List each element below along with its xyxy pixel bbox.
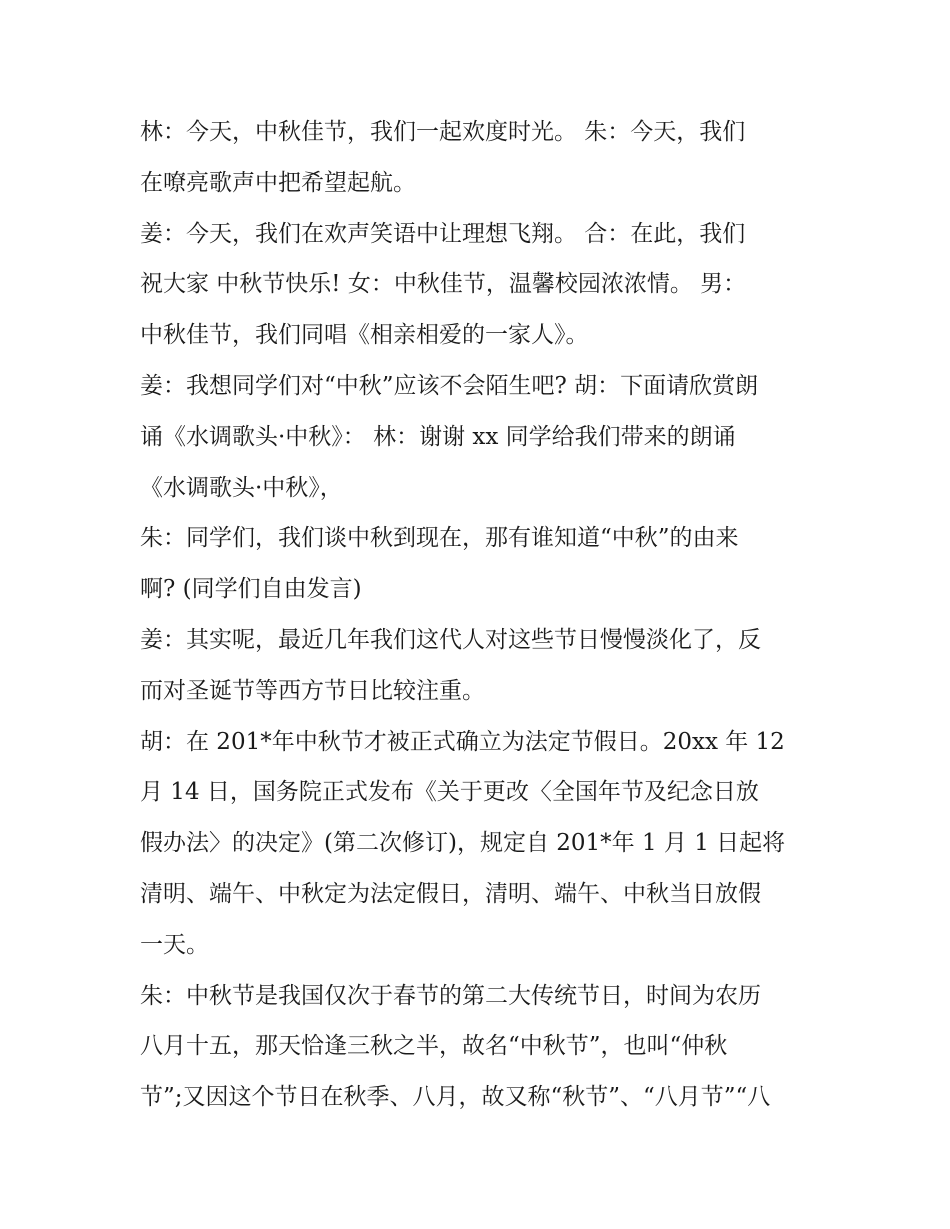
text-line: 月 14 日，国务院正式发布《关于更改〈全国年节及纪念日放 xyxy=(140,779,759,806)
text-line: 祝大家 中秋节快乐! 女：中秋佳节，温馨校园浓浓情。 男： xyxy=(140,271,747,298)
text-line: 姜：今天，我们在欢声笑语中让理想飞翔。 合：在此，我们 xyxy=(140,220,746,247)
text-line: 清明、端午、中秋定为法定假日，清明、端午、中秋当日放假 xyxy=(140,880,761,907)
text-line: 在嘹亮歌声中把希望起航。 xyxy=(140,169,416,196)
text-line: 胡：在 201*年中秋节才被正式确立为法定节假日。20xx 年 12 xyxy=(140,728,785,755)
document-body xyxy=(140,107,830,1123)
text-line: 朱：中秋节是我国仅次于春节的第二大传统节日，时间为农历 xyxy=(140,982,761,1009)
text-line: 一天。 xyxy=(140,931,209,958)
text-line: 八月十五，那天恰逢三秋之半，故名“中秋节”，也叫“仲秋 xyxy=(140,1033,728,1060)
text-line: 诵《水调歌头·中秋》： 林：谢谢 xx 同学给我们带来的朗诵 xyxy=(140,423,736,450)
text-line: 而对圣诞节等西方节日比较注重。 xyxy=(140,677,485,704)
text-line: 中秋佳节，我们同唱《相亲相爱的一家人》。 xyxy=(140,322,589,349)
text-line: 姜：其实呢，最近几年我们这代人对这些节日慢慢淡化了，反 xyxy=(140,626,761,653)
text-line: 姜：我想同学们对“中秋”应该不会陌生吧? 胡：下面请欣赏朗 xyxy=(140,372,759,399)
text-line: 假办法〉的决定》(第二次修订)，规定自 201*年 1 月 1 日起将 xyxy=(140,830,786,857)
text-line: 啊? (同学们自由发言) xyxy=(140,576,362,603)
text-line: 林：今天，中秋佳节，我们一起欢度时光。 朱：今天，我们 xyxy=(140,119,746,145)
text-line: 朱：同学们，我们谈中秋到现在，那有谁知道“中秋”的由来 xyxy=(140,525,739,552)
text-line: 节”;又因这个节日在秋季、八月，故又称“秋节”、“八月节”“八 xyxy=(140,1084,771,1111)
text-line: 《水调歌头·中秋》， xyxy=(140,474,343,501)
